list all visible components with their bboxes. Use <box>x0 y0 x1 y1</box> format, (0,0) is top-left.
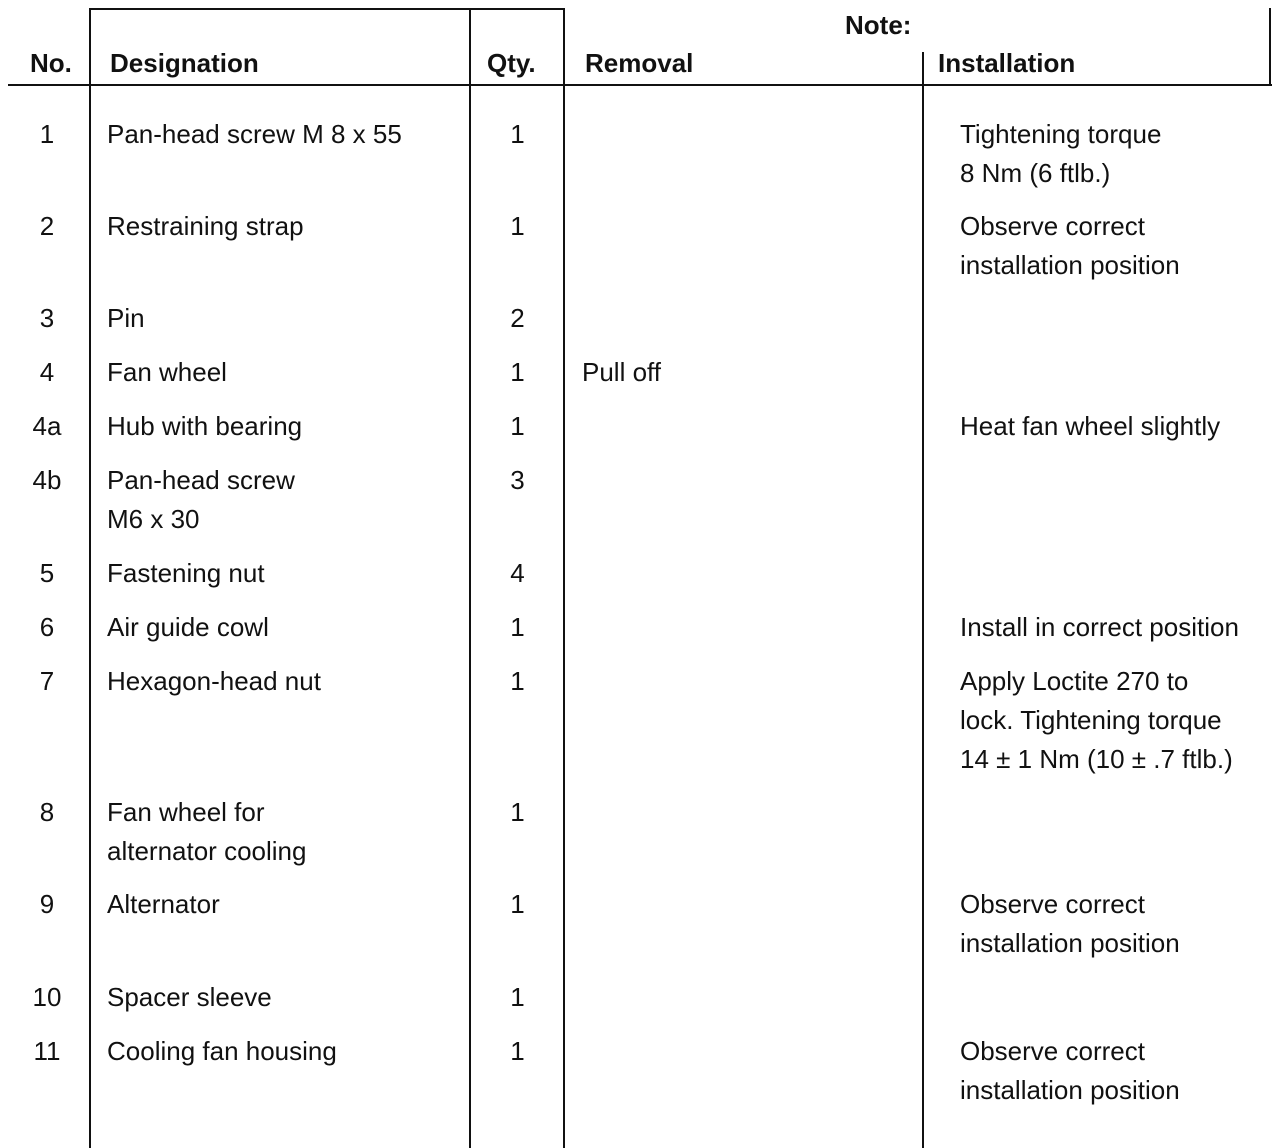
row-9-qty: 1 <box>510 889 525 919</box>
row-4-designation: Fan wheel <box>107 357 227 387</box>
row-4a-designation: Hub with bearing <box>107 411 303 441</box>
row-4a-no: 4a <box>32 411 62 441</box>
row-11-no: 11 <box>33 1036 61 1066</box>
row-7-qty: 1 <box>510 666 525 696</box>
header-top-rule <box>90 8 565 10</box>
header-designation: Designation <box>110 48 259 78</box>
column-divider-qty <box>563 8 565 1148</box>
row-6-designation: Air guide cowl <box>107 612 269 642</box>
row-9-no: 9 <box>39 889 55 919</box>
row-4b-qty: 3 <box>510 465 525 495</box>
row-1-qty: 1 <box>510 119 525 149</box>
column-divider-designation <box>469 8 471 1148</box>
row-7-installation: Apply Loctite 270 to lock. Tightening torque 14 ± 1 Nm (10 ± .7 ftlb.) <box>960 666 1233 774</box>
header-removal: Removal <box>585 48 694 78</box>
row-7-designation: Hexagon-head nut <box>107 666 321 696</box>
column-divider-right <box>1269 8 1271 86</box>
row-2-designation: Restraining strap <box>107 211 304 241</box>
row-10-qty: 1 <box>510 982 525 1012</box>
row-10-designation: Spacer sleeve <box>107 982 272 1012</box>
row-4a-installation: Heat fan wheel slightly <box>960 411 1221 441</box>
row-4b-designation: Pan-head screw M6 x 30 <box>107 465 295 534</box>
row-8-no: 8 <box>39 797 55 827</box>
row-5-qty: 4 <box>510 558 525 588</box>
row-8-designation: Fan wheel for alternator cooling <box>107 797 307 866</box>
row-6-installation: Install in correct position <box>960 612 1239 642</box>
row-7-no: 7 <box>39 666 55 696</box>
header-note: Note: <box>845 10 912 40</box>
header-qty: Qty. <box>487 48 536 78</box>
row-3-designation: Pin <box>107 303 145 333</box>
row-2-qty: 1 <box>510 211 525 241</box>
column-divider-no <box>89 8 91 1148</box>
row-2-installation: Observe correct installation position <box>960 211 1180 280</box>
row-1-installation: Tightening torque 8 Nm (6 ftlb.) <box>960 119 1162 188</box>
header-no: No. <box>30 48 72 78</box>
row-6-qty: 1 <box>510 612 525 642</box>
row-9-designation: Alternator <box>107 889 220 919</box>
row-4-no: 4 <box>39 357 55 387</box>
row-9-installation: Observe correct installation position <box>960 889 1180 958</box>
header-bottom-rule <box>8 84 1272 86</box>
row-2-no: 2 <box>39 211 55 241</box>
row-5-designation: Fastening nut <box>107 558 265 588</box>
row-4-qty: 1 <box>510 357 525 387</box>
row-4-removal: Pull off <box>582 357 662 387</box>
row-11-qty: 1 <box>510 1036 525 1066</box>
column-divider-removal <box>922 52 924 1148</box>
row-1-no: 1 <box>39 119 55 149</box>
row-1-designation: Pan-head screw M 8 x 55 <box>107 119 402 149</box>
row-4a-qty: 1 <box>510 411 525 441</box>
row-3-no: 3 <box>39 303 55 333</box>
row-10-no: 10 <box>32 982 62 1012</box>
row-5-no: 5 <box>39 558 55 588</box>
header-installation: Installation <box>938 48 1076 78</box>
row-6-no: 6 <box>39 612 55 642</box>
row-4b-no: 4b <box>32 465 62 495</box>
row-8-qty: 1 <box>510 797 525 827</box>
row-11-designation: Cooling fan housing <box>107 1036 337 1066</box>
row-11-installation: Observe correct installation position <box>960 1036 1180 1105</box>
row-3-qty: 2 <box>510 303 525 333</box>
